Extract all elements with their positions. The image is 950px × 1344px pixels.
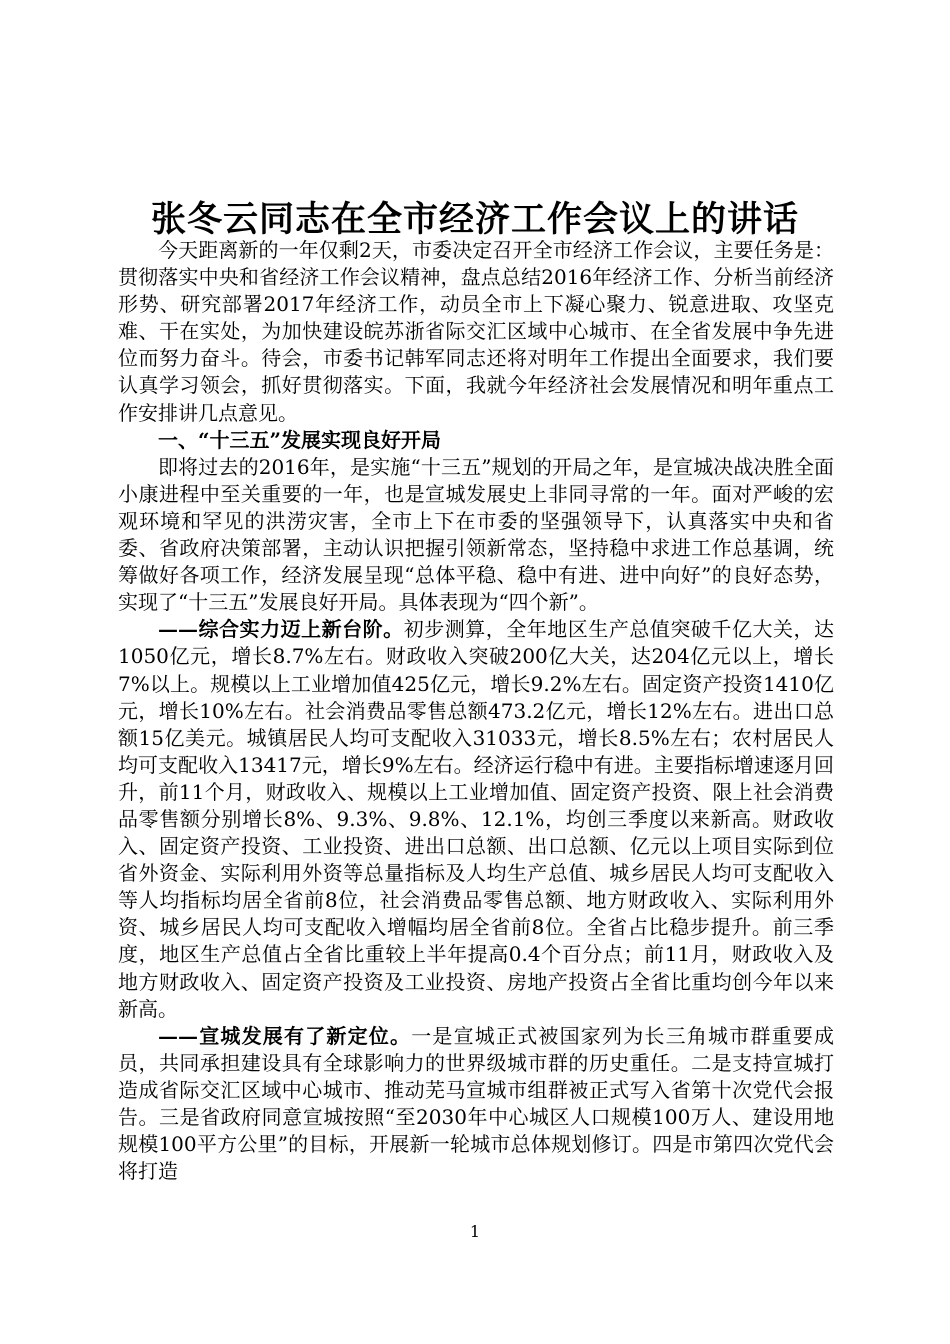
point-paragraph-strength [118, 616, 834, 1022]
section-heading: 一、“十三五”发展实现良好开局 [158, 427, 442, 452]
section-paragraph: 即将过去的2016年，是实施“十三五”规划的开局之年，是宣城决战决胜全面小康进程中至关重要的一年，也是宣城发展史上非同寻常的一年。面对严峻的宏观环境和罕见的洪涝灾害，全市上下在市委的坚强领导下，认真落实中央和省委、省政府决策部署，主动认识把握引领新常态，坚持稳中求进工作总基调，统筹做好各项工作，经济发展呈现“总体平稳、稳中有进、进中向好”的良好态势，实现了“十三五”发展良好开局。具体表现为“四个新”。 [118, 454, 834, 615]
point-lead-strength: ——综合实力迈上新台阶。 [158, 617, 404, 642]
point-paragraph-positioning [118, 1023, 834, 1186]
page-number: 1 [469, 1222, 481, 1241]
document-title: 张冬云同志在全市经济工作会议上的讲话 [150, 199, 799, 240]
point-lead-positioning: ——宣城发展有了新定位。 [158, 1023, 412, 1048]
point-text-strength: 初步测算，全年地区生产总值突破千亿大关，达1050亿元，增长8.7%左右。财政收入突破200亿大关，达204亿元以上，增长7%以上。规模以上工业增加值425亿元，增长9.2%左右。固定资产投资1410亿元，增长10%左右。社会消费品零售总额473.2亿元，增长12%左右。进出口总额15亿美元。城镇居民人均可支配收入31033元，增长8.5%左右；农村居民人均可支配收入13417元，增长9%左右。经济运行稳中有进。主要指标增速逐月回升，前11个月，财政收入、规模以上工业增加值、固定资产投资、限上社会消费品零售额分别增长8%、9.3%、9.8%、12.1%，均创三季度以来新高。财政收入、固定资产投资、工业投资、进出口总额、出口总额、亿元以上项目实际到位省外资金、实际利用外资等总量指标及人均生产总值、城乡居民人均可支配收入等人均指标均居全省前8位，社会消费品零售总额、地方财政收入、实际利用外资、城乡居民人均可支配收入增幅均居全省前8位。全省占比稳步提升。前三季度，地区生产总值占全省比重较上半年提高0.4个百分点；前11月，财政收入及地方财政收入、固定资产投资及工业投资、房地产投资占全省比重均创今年以来新高。 [118, 617, 835, 1021]
document-body [118, 237, 834, 1185]
point-text-positioning: 一是宣城正式被国家列为长三角城市群重要成员，共同承担建设具有全球影响力的世界级城市群的历史重任。二是支持宣城打造成省际交汇区域中心城市、推动芜马宣城市组群被正式写入省第十次党代会报告。三是省政府同意宣城按照“至2030年中心城区人口规模100万人、建设用地规模100平方公里”的目标，开展新一轮城市总体规划修订。四是市第四次党代会将打造 [118, 1023, 835, 1184]
intro-paragraph: 今天距离新的一年仅剩2天，市委决定召开全市经济工作会议，主要任务是：贯彻落实中央和省经济工作会议精神，盘点总结2016年经济工作、分析当前经济形势、研究部署2017年经济工作，动员全市上下凝心聚力、锐意进取、攻坚克难、干在实处，为加快建设皖苏浙省际交汇区域中心城市、在全省发展中争先进位而努力奋斗。待会，市委书记韩军同志还将对明年工作提出全面要求，我们要认真学习领会，抓好贯彻落实。下面，我就今年经济社会发展情况和明年重点工作安排讲几点意见。 [118, 238, 834, 425]
